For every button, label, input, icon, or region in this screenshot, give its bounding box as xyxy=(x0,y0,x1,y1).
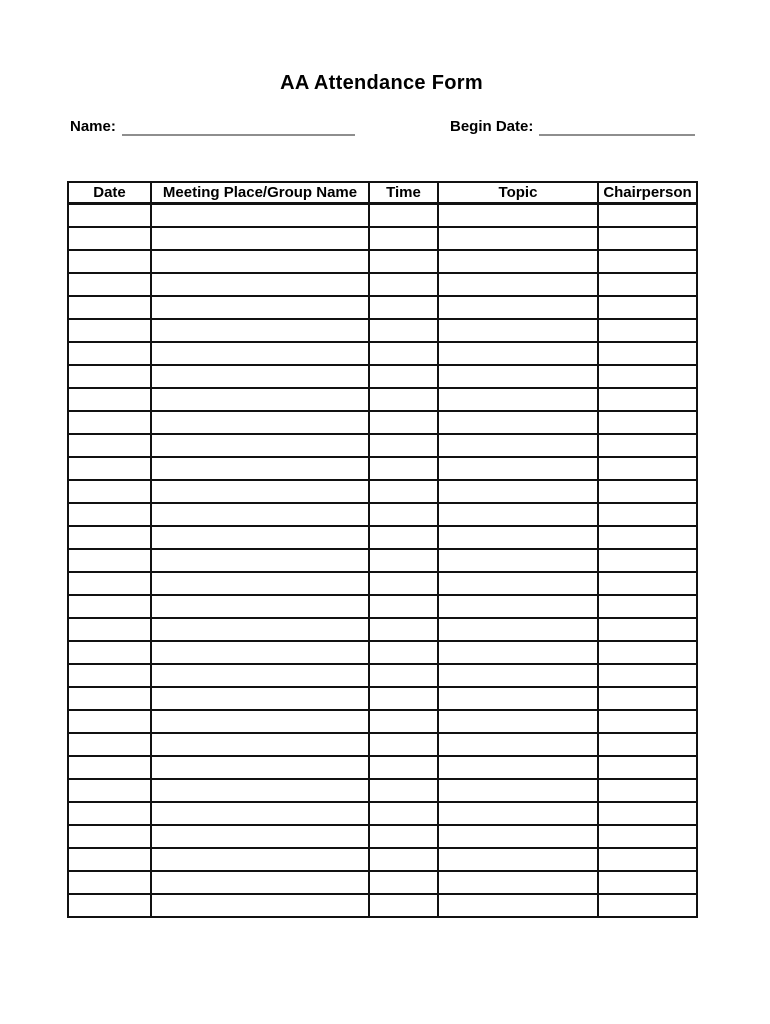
table-cell[interactable] xyxy=(151,296,369,319)
column-header-date: Date xyxy=(68,182,151,204)
table-cell[interactable] xyxy=(369,687,438,710)
table-cell[interactable] xyxy=(438,802,598,825)
table-cell[interactable] xyxy=(151,894,369,917)
table-cell[interactable] xyxy=(369,296,438,319)
table-cell[interactable] xyxy=(369,434,438,457)
table-row xyxy=(68,572,697,595)
table-cell[interactable] xyxy=(151,227,369,250)
table-cell[interactable] xyxy=(598,756,697,779)
table-cell[interactable] xyxy=(369,342,438,365)
table-cell[interactable] xyxy=(369,549,438,572)
begin-date-field-group xyxy=(450,117,695,136)
table-cell[interactable] xyxy=(438,756,598,779)
table-cell[interactable] xyxy=(598,227,697,250)
table-cell[interactable] xyxy=(598,848,697,871)
table-row xyxy=(68,825,697,848)
table-row xyxy=(68,227,697,250)
table-cell[interactable] xyxy=(598,618,697,641)
table-row xyxy=(68,710,697,733)
table-cell[interactable] xyxy=(438,848,598,871)
table-cell[interactable] xyxy=(438,480,598,503)
table-row xyxy=(68,871,697,894)
table-cell[interactable] xyxy=(151,779,369,802)
table-cell[interactable] xyxy=(438,618,598,641)
table-cell[interactable] xyxy=(438,296,598,319)
table-cell[interactable] xyxy=(598,733,697,756)
table-row xyxy=(68,342,697,365)
table-cell[interactable] xyxy=(68,572,151,595)
table-cell[interactable] xyxy=(68,848,151,871)
table-cell[interactable] xyxy=(369,411,438,434)
table-row xyxy=(68,273,697,296)
table-row xyxy=(68,756,697,779)
table-cell[interactable] xyxy=(369,503,438,526)
table-cell[interactable] xyxy=(369,273,438,296)
table-cell[interactable] xyxy=(598,710,697,733)
table-cell[interactable] xyxy=(438,503,598,526)
table-cell[interactable] xyxy=(369,526,438,549)
table-cell[interactable] xyxy=(68,503,151,526)
table-row xyxy=(68,434,697,457)
name-input-line[interactable] xyxy=(122,119,355,136)
table-cell[interactable] xyxy=(151,480,369,503)
table-cell[interactable] xyxy=(369,572,438,595)
table-row xyxy=(68,411,697,434)
table-row xyxy=(68,802,697,825)
table-cell[interactable] xyxy=(151,273,369,296)
table-row xyxy=(68,894,697,917)
table-cell[interactable] xyxy=(598,411,697,434)
table-body xyxy=(68,204,697,918)
table-cell[interactable] xyxy=(369,664,438,687)
table-cell[interactable] xyxy=(151,641,369,664)
page-title: AA Attendance Form xyxy=(280,72,483,94)
table-cell[interactable] xyxy=(369,365,438,388)
table-cell[interactable] xyxy=(598,273,697,296)
table-cell[interactable] xyxy=(369,204,438,228)
table-cell[interactable] xyxy=(438,250,598,273)
table-cell[interactable] xyxy=(68,319,151,342)
table-cell[interactable] xyxy=(68,388,151,411)
table-cell[interactable] xyxy=(438,526,598,549)
table-cell[interactable] xyxy=(598,480,697,503)
table-cell[interactable] xyxy=(438,779,598,802)
column-header-time: Time xyxy=(369,182,438,204)
table-cell[interactable] xyxy=(151,802,369,825)
table-cell[interactable] xyxy=(151,434,369,457)
table-cell[interactable] xyxy=(68,595,151,618)
table-row xyxy=(68,250,697,273)
table-cell[interactable] xyxy=(151,595,369,618)
table-cell[interactable] xyxy=(438,227,598,250)
table-cell[interactable] xyxy=(68,871,151,894)
table-cell[interactable] xyxy=(369,641,438,664)
table-header xyxy=(68,182,697,204)
table-cell[interactable] xyxy=(151,388,369,411)
table-cell[interactable] xyxy=(598,434,697,457)
table-row xyxy=(68,618,697,641)
table-cell[interactable] xyxy=(68,250,151,273)
table-cell[interactable] xyxy=(369,733,438,756)
table-cell[interactable] xyxy=(598,204,697,228)
table-row xyxy=(68,365,697,388)
table-row xyxy=(68,595,697,618)
table-row xyxy=(68,526,697,549)
table-cell[interactable] xyxy=(598,871,697,894)
table-row xyxy=(68,549,697,572)
table-cell[interactable] xyxy=(68,457,151,480)
attendance-table xyxy=(67,181,698,918)
table-row xyxy=(68,204,697,228)
table-cell[interactable] xyxy=(369,595,438,618)
table-cell[interactable] xyxy=(598,549,697,572)
table-cell[interactable] xyxy=(438,204,598,228)
table-cell[interactable] xyxy=(369,618,438,641)
table-cell[interactable] xyxy=(598,365,697,388)
table-cell[interactable] xyxy=(68,802,151,825)
table-row xyxy=(68,779,697,802)
table-cell[interactable] xyxy=(68,526,151,549)
table-cell[interactable] xyxy=(438,457,598,480)
table-cell[interactable] xyxy=(151,710,369,733)
table-cell[interactable] xyxy=(438,894,598,917)
table-cell[interactable] xyxy=(369,802,438,825)
table-cell[interactable] xyxy=(68,687,151,710)
table-cell[interactable] xyxy=(438,549,598,572)
table-cell[interactable] xyxy=(68,894,151,917)
table-cell[interactable] xyxy=(68,549,151,572)
table-header-row xyxy=(68,182,697,204)
table-cell[interactable] xyxy=(151,871,369,894)
table-cell[interactable] xyxy=(369,825,438,848)
table-row xyxy=(68,457,697,480)
table-cell[interactable] xyxy=(68,204,151,228)
table-cell[interactable] xyxy=(438,641,598,664)
table-cell[interactable] xyxy=(151,319,369,342)
table-row xyxy=(68,388,697,411)
table-row xyxy=(68,296,697,319)
table-cell[interactable] xyxy=(598,825,697,848)
table-cell[interactable] xyxy=(151,365,369,388)
table-cell[interactable] xyxy=(369,457,438,480)
table-cell[interactable] xyxy=(68,825,151,848)
table-cell[interactable] xyxy=(369,227,438,250)
table-row xyxy=(68,733,697,756)
table-cell[interactable] xyxy=(68,227,151,250)
table-cell[interactable] xyxy=(68,618,151,641)
table-cell[interactable] xyxy=(598,894,697,917)
table-cell[interactable] xyxy=(369,779,438,802)
column-header-meeting-place-group-name: Meeting Place/Group Name xyxy=(151,182,369,204)
table-cell[interactable] xyxy=(68,273,151,296)
table-cell[interactable] xyxy=(151,457,369,480)
table-cell[interactable] xyxy=(438,342,598,365)
table-cell[interactable] xyxy=(68,779,151,802)
name-field-group xyxy=(70,117,355,136)
table-cell[interactable] xyxy=(598,779,697,802)
table-cell[interactable] xyxy=(151,503,369,526)
table-cell[interactable] xyxy=(369,756,438,779)
table-cell[interactable] xyxy=(68,733,151,756)
table-cell[interactable] xyxy=(369,319,438,342)
table-cell[interactable] xyxy=(151,664,369,687)
table-cell[interactable] xyxy=(151,618,369,641)
table-cell[interactable] xyxy=(68,434,151,457)
table-cell[interactable] xyxy=(598,250,697,273)
table-cell[interactable] xyxy=(598,342,697,365)
table-cell[interactable] xyxy=(369,250,438,273)
table-cell[interactable] xyxy=(151,250,369,273)
table-cell[interactable] xyxy=(151,825,369,848)
name-label: Name: xyxy=(70,118,116,135)
table-cell[interactable] xyxy=(438,388,598,411)
table-cell[interactable] xyxy=(598,802,697,825)
table-cell[interactable] xyxy=(151,733,369,756)
table-cell[interactable] xyxy=(598,296,697,319)
table-cell[interactable] xyxy=(438,710,598,733)
table-cell[interactable] xyxy=(438,825,598,848)
table-cell[interactable] xyxy=(438,871,598,894)
table-cell[interactable] xyxy=(598,388,697,411)
table-cell[interactable] xyxy=(598,526,697,549)
table-cell[interactable] xyxy=(151,526,369,549)
table-cell[interactable] xyxy=(438,434,598,457)
begin-date-input-line[interactable] xyxy=(539,119,695,136)
table-row xyxy=(68,480,697,503)
table-cell[interactable] xyxy=(68,756,151,779)
table-cell[interactable] xyxy=(438,319,598,342)
begin-date-label: Begin Date: xyxy=(450,118,534,135)
table-cell[interactable] xyxy=(369,710,438,733)
table-cell[interactable] xyxy=(369,480,438,503)
table-cell[interactable] xyxy=(151,204,369,228)
table-cell[interactable] xyxy=(598,664,697,687)
table-cell[interactable] xyxy=(68,296,151,319)
table-cell[interactable] xyxy=(151,572,369,595)
table-row xyxy=(68,641,697,664)
table-cell[interactable] xyxy=(151,411,369,434)
table-cell[interactable] xyxy=(438,365,598,388)
table-cell[interactable] xyxy=(68,641,151,664)
table-cell[interactable] xyxy=(598,641,697,664)
table-cell[interactable] xyxy=(151,687,369,710)
table-cell[interactable] xyxy=(438,595,598,618)
table-cell[interactable] xyxy=(438,411,598,434)
table-cell[interactable] xyxy=(438,733,598,756)
table-cell[interactable] xyxy=(598,319,697,342)
table-cell[interactable] xyxy=(151,549,369,572)
table-cell[interactable] xyxy=(68,342,151,365)
table-cell[interactable] xyxy=(598,457,697,480)
table-row xyxy=(68,319,697,342)
table-cell[interactable] xyxy=(68,411,151,434)
table-cell[interactable] xyxy=(598,687,697,710)
table-cell[interactable] xyxy=(369,388,438,411)
table-cell[interactable] xyxy=(151,848,369,871)
column-header-chairperson: Chairperson xyxy=(598,182,697,204)
table-cell[interactable] xyxy=(598,595,697,618)
table-cell[interactable] xyxy=(598,572,697,595)
table-cell[interactable] xyxy=(369,894,438,917)
table-cell[interactable] xyxy=(598,503,697,526)
table-cell[interactable] xyxy=(438,687,598,710)
table-cell[interactable] xyxy=(369,848,438,871)
table-cell[interactable] xyxy=(151,342,369,365)
table-row xyxy=(68,664,697,687)
table-cell[interactable] xyxy=(438,572,598,595)
table-row xyxy=(68,503,697,526)
table-cell[interactable] xyxy=(151,756,369,779)
table-cell[interactable] xyxy=(68,480,151,503)
table-cell[interactable] xyxy=(369,871,438,894)
table-row xyxy=(68,687,697,710)
table-cell[interactable] xyxy=(68,710,151,733)
table-cell[interactable] xyxy=(438,273,598,296)
table-cell[interactable] xyxy=(68,365,151,388)
table-cell[interactable] xyxy=(438,664,598,687)
column-header-topic: Topic xyxy=(438,182,598,204)
table-cell[interactable] xyxy=(68,664,151,687)
table-row xyxy=(68,848,697,871)
